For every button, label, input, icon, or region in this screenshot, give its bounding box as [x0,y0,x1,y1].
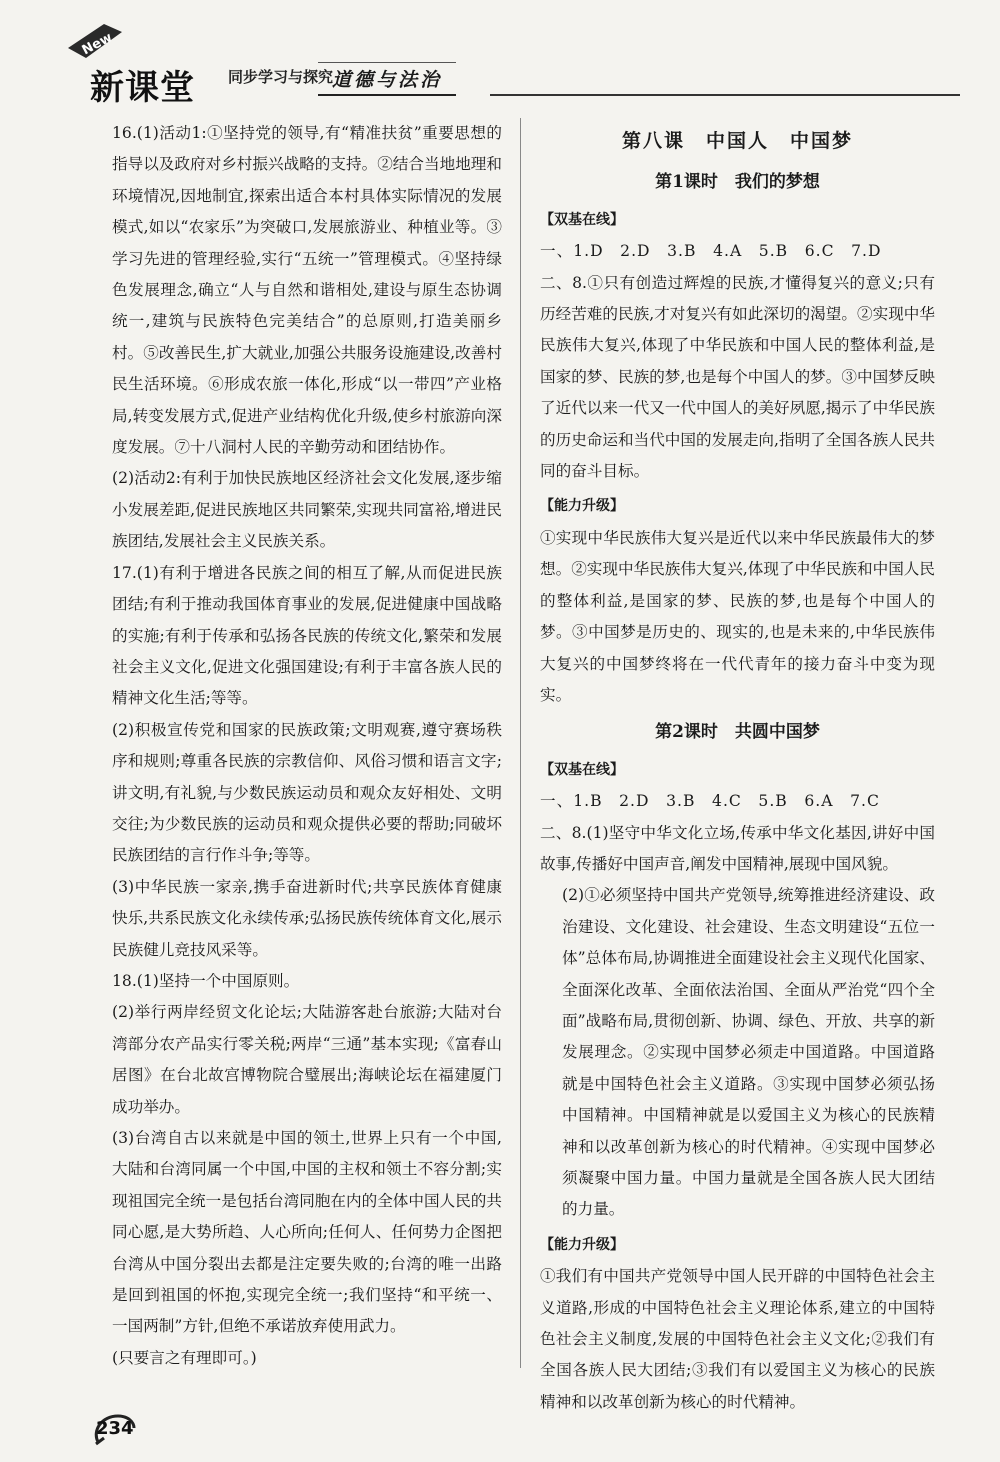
svg-text:New: New [79,30,115,59]
subject-title: 道德与法治 [318,62,456,96]
period-1-question-8: 二、8.①只有创造过辉煌的民族,才懂得复兴的意义;只有历经苦难的民族,才对复兴有如此深切的渴望。②实现中华民族伟大复兴,体现了中华民族和中国人民的整体利益,是国家的梦、民族的梦,也是每个中国人的梦。③中国梦反映了近代以来一代又一代中国人的美好夙愿,揭示了中华民族的历史命运和当代中国的发展走向,指明了全国各族人民共同的奋斗目标。 [540,273,935,481]
answer-17-2: (2)积极宣传党和国家的民族政策;文明观赛,遵守赛场秩序和规则;尊重各民族的宗教信仰、风俗习惯和语言文字;讲文明,有礼貌,与少数民族运动员和观众友好相处、文明交往;为少数民族的运动员和观众提供必要的帮助;同破坏民族团结的言行作斗争;等等。 [112,720,502,865]
period-2-question-8-2: (2)①必须坚持中国共产党领导,统筹推进经济建设、政治建设、文化建设、社会建设、生态文明建设“五位一体”总体布局,协调推进全面建设社会主义现代化国家、全面深化改革、全面依法治国、全面从严治党“四个全面”战略布局,贯彻创新、协调、绿色、开放、共享的新发展理念。②实现中国梦必须走中国道路。中国道路就是中国特色社会主义道路。③实现中国梦必须弘扬中国精神。中国精神就是以爱国主义为核心的民族精神和以改革创新为核心的时代精神。④实现中国梦必须凝聚中国力量。中国力量就是全国各族人民大团结的力量。 [562,886,935,1219]
lesson-title: 第八课 中国人 中国梦 [621,130,853,152]
answer-18-3: (3)台湾自古以来就是中国的领土,世界上只有一个中国,大陆和台湾同属一个中国,中国的主权和领土不容分割;实现祖国完全统一是包括台湾同胞在内的全体中国人民的共同心愿,是大势所趋、人心所向;任何人、任何势力企图把台湾从中国分裂出去都是注定要失败的;台湾的唯一出路是回到祖国的怀抱,实现完全统一;我们坚持“和平统一、一国两制”方针,但绝不承诺放弃使用武力。 [112,1129,502,1336]
period-1-title: 第1课时 我们的梦想 [655,172,820,193]
section-basic-1: 【双基在线】 [540,211,624,228]
page-number-badge [92,1412,136,1448]
page-number: 234 [96,1418,134,1439]
answer-note: (只要言之有理即可。) [112,1348,257,1367]
period-1-choice-answers: 一、1.D 2.D 3.B 4.A 5.B 6.C 7.D [540,242,882,261]
header-subtitle: 同步学习与探究 [228,68,334,86]
period-2-ability-answer: ①我们有中国共产党领导中国人民开辟的中国特色社会主义道路,形成的中国特色社会主义理论体系,建立的中国特色社会主义制度,发展的中国特色社会主义文化;②我们有全国各族人民大团结;③我们有以爱国主义为核心的民族精神和以改革创新为核心的时代精神。 [540,1267,935,1411]
answer-17-1: 17.(1)有利于增进各民族之间的相互了解,从而促进民族团结;有利于推动我国体育事业的发展,促进健康中国战略的实施;有利于传承和弘扬各民族的传统文化,繁荣和发展社会主义文化,促进文化强国建设;有利于丰富各族人民的精神文化生活;等等。 [112,563,502,708]
answer-18-1: 18.(1)坚持一个中国原则。 [112,971,300,990]
period-1-ability-answer: ①实现中华民族伟大复兴是近代以来中华民族最伟大的梦想。②实现中华民族伟大复兴,体现了中华民族和中国人民的整体利益,是国家的梦、民族的梦,也是每个中国人的梦。③中国梦是历史的、现实的,也是未来的,中华民族伟大复兴的中国梦终将在一代代青年的接力奋斗中变为现实。 [540,528,935,704]
answer-16-2: (2)活动2:有利于加快民族地区经济社会文化发展,逐步缩小发展差距,促进民族地区共同繁荣,实现共同富裕,增进民族团结,发展社会主义民族关系。 [112,469,502,551]
period-2-question-8-1: 二、8.(1)坚守中华文化立场,传承中华文化基因,讲好中国故事,传播好中国声音,阐发中国精神,展现中国风貌。 [540,823,935,873]
column-divider [520,118,521,1368]
section-basic-2: 【双基在线】 [540,761,624,778]
new-badge-icon [64,18,126,62]
period-2-title: 第2课时 共圆中国梦 [655,722,820,743]
right-column [540,118,935,1418]
section-ability-1: 【能力升级】 [540,498,624,515]
header-rule [490,94,960,96]
period-2-choice-answers: 一、1.B 2.D 3.B 4.C 5.B 6.A 7.C [540,792,880,811]
brand-title: 新课堂 [90,68,195,108]
page-header [60,18,960,108]
answer-16-1: 16.(1)活动1:①坚持党的领导,有“精准扶贫”重要思想的指导以及政府对乡村振兴战略的支持。②结合当地地理和环境情况,因地制宜,探索出适合本村具体实际情况的发展模式,如以“农家乐”为突破口,发展旅游业、种植业等。③学习先进的管理经验,实行“五统一”管理模式。④坚持绿色发展理念,确立“人与自然和谐相处,建设与原生态协调统一,建筑与民族特色完美结合”的总原则,打造美丽乡村。⑤改善民生,扩大就业,加强公共服务设施建设,改善村民生活环境。⑥形成农旅一体化,形成“以一带四”产业格局,转变发展方式,促进产业结构优化升级,使乡村旅游向深度发展。⑦十八洞村人民的辛勤劳动和团结协作。 [112,124,502,457]
answer-18-2: (2)举行两岸经贸文化论坛;大陆游客赴台旅游;大陆对台湾部分农产品实行零关税;两岸“三通”基本实现;《富春山居图》在台北故宫博物院合璧展出;海峡论坛在福建厦门成功举办。 [112,1003,502,1116]
section-ability-2: 【能力升级】 [540,1236,624,1253]
answer-17-3: (3)中华民族一家亲,携手奋进新时代;共享民族体育健康快乐,共系民族文化永续传承;弘扬民族传统体育文化,展示民族健儿竞技风采等。 [112,877,502,959]
left-column [112,118,502,1374]
